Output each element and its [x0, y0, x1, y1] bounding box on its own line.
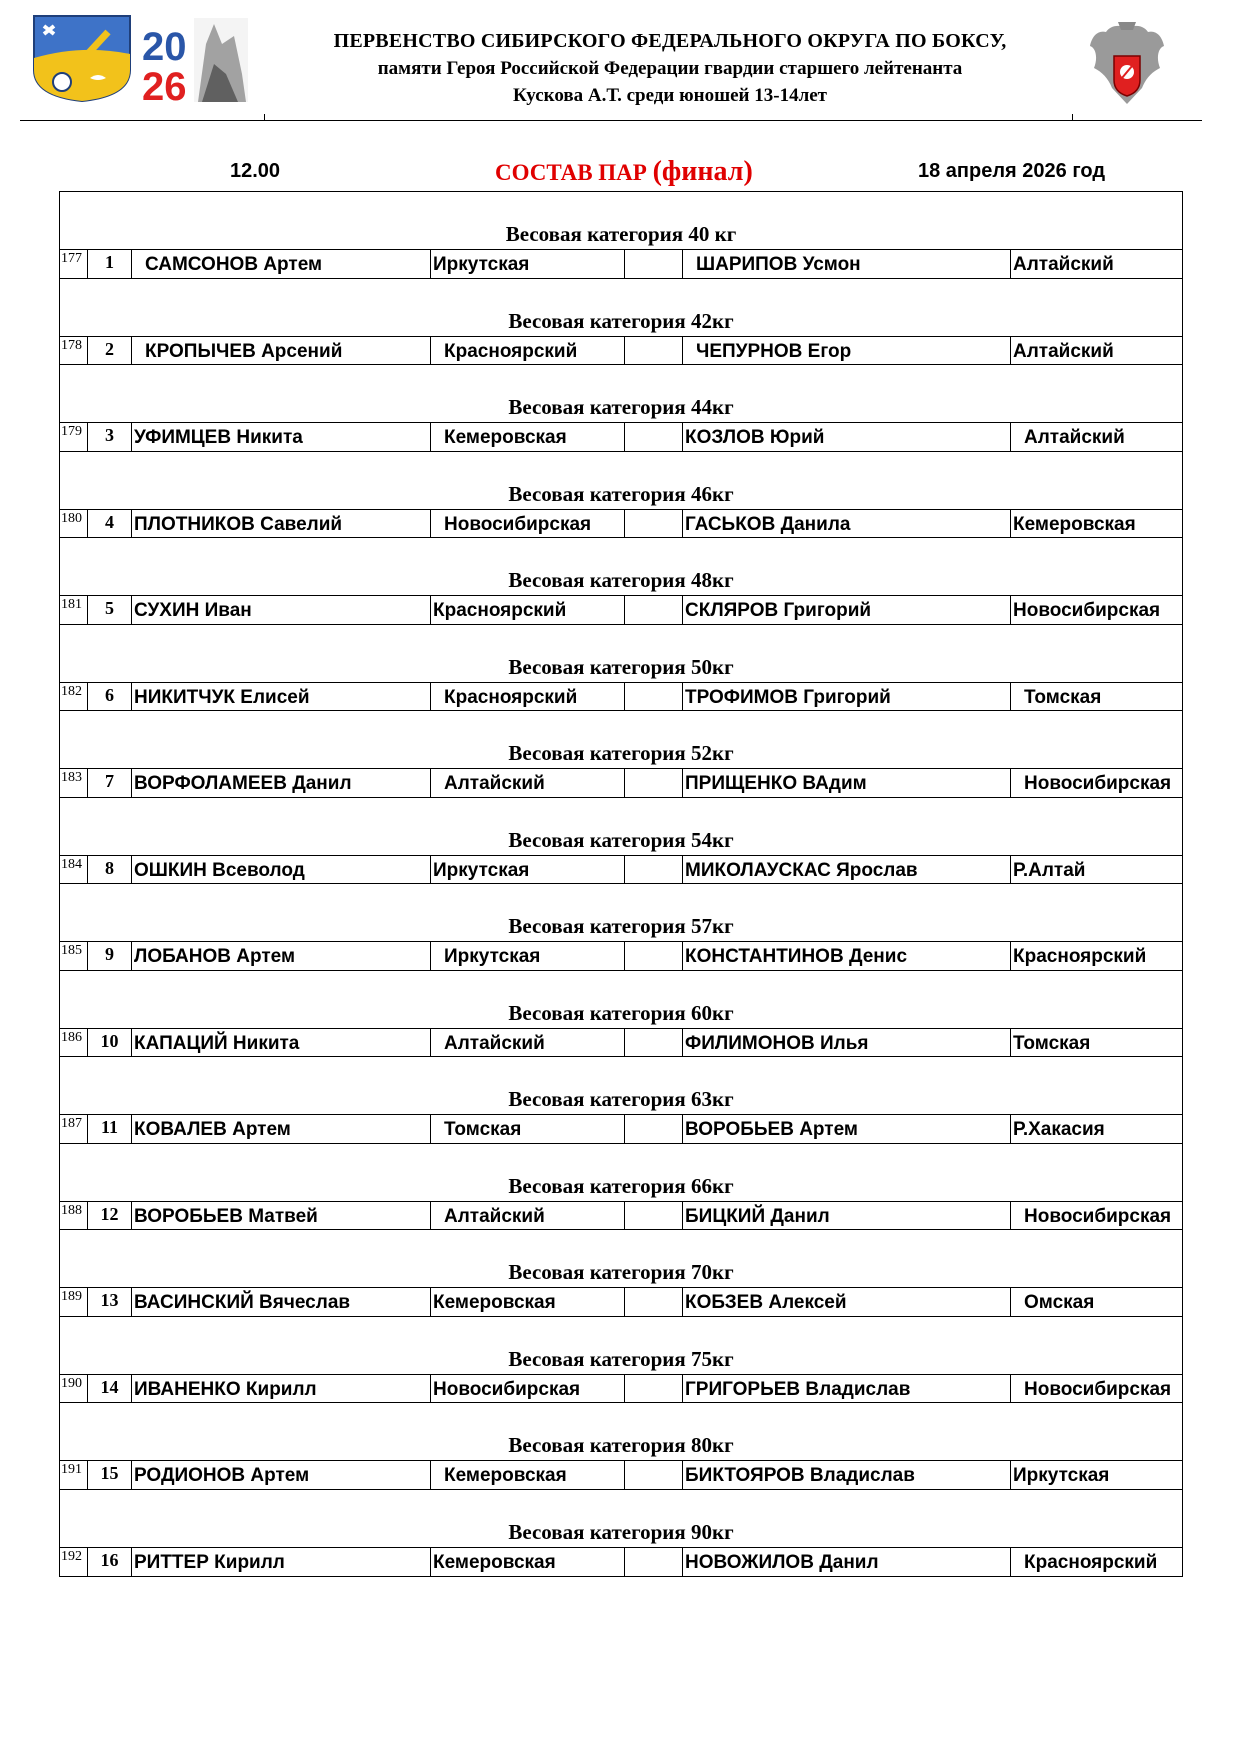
pair-number: 4 [88, 510, 132, 538]
bout-id: 192 [60, 1548, 88, 1577]
bout-id: 190 [60, 1375, 88, 1403]
pair-number: 11 [88, 1115, 132, 1143]
blue-corner-boxer: ТРОФИМОВ Григорий [683, 683, 1011, 711]
blue-corner-region: Омская [1024, 1292, 1095, 1313]
blue-corner-boxer: КОБЗЕВ Алексей [683, 1288, 1011, 1316]
separator-cell [625, 1115, 683, 1143]
title-line-2: памяти Героя Российской Федерации гвардии старшего лейтенанта [377, 58, 963, 79]
weight-category-header: Весовая категория 90кг [60, 1490, 1182, 1548]
separator-cell [625, 1029, 683, 1057]
header-divider [20, 120, 1202, 121]
blue-corner-region: Новосибирская [1013, 600, 1161, 621]
separator-cell [625, 1288, 683, 1316]
pair-number: 8 [88, 856, 132, 884]
federation-eagle-emblem-icon [1088, 18, 1166, 110]
weight-category-header: Весовая категория 70кг [60, 1230, 1182, 1288]
blue-corner-region: Томская [1024, 686, 1102, 708]
separator-cell [625, 337, 683, 365]
red-corner-boxer: НИКИТЧУК Елисей [132, 683, 431, 711]
red-corner-boxer: ВОРОБЬЕВ Матвей [132, 1202, 431, 1230]
weight-category-header: Весовая категория 66кг [60, 1144, 1182, 1202]
document-title-main: СОСТАВ ПАР [495, 160, 653, 185]
pair-row [60, 1548, 1182, 1577]
blue-corner-boxer: КОЗЛОВ Юрий [683, 423, 1011, 451]
red-corner-boxer: ОШКИН Всеволод [132, 856, 431, 884]
pair-row [60, 1461, 1182, 1490]
bout-id: 179 [60, 423, 88, 451]
blue-corner-region: Алтайский [1013, 340, 1114, 362]
event-2026-logo [142, 14, 252, 106]
separator-cell [625, 250, 683, 278]
red-corner-region: Красноярский [431, 337, 625, 365]
separator-cell [625, 942, 683, 970]
blue-corner-boxer: КОНСТАНТИНОВ Денис [683, 942, 1011, 970]
pair-row [60, 856, 1182, 885]
weight-category-header: Весовая категория 40 кг [60, 192, 1182, 250]
pair-number: 16 [88, 1548, 132, 1577]
red-corner-region: Томская [431, 1115, 625, 1143]
red-corner-region: Иркутская [431, 856, 625, 884]
document-title [495, 156, 753, 186]
red-corner-boxer: РИТТЕР Кирилл [132, 1548, 431, 1577]
bout-id: 189 [60, 1288, 88, 1316]
start-time: 12.00 [230, 160, 281, 182]
separator-cell [625, 856, 683, 884]
weight-category-header: Весовая категория 42кг [60, 279, 1182, 337]
red-corner-region: Алтайский [431, 1029, 625, 1057]
red-corner-region: Кемеровская [431, 1461, 625, 1489]
red-corner-region: Кемеровская [431, 423, 625, 451]
pair-number: 5 [88, 596, 132, 624]
blue-corner-region: Красноярский [1024, 1551, 1158, 1573]
blue-corner-boxer: ВОРОБЬЕВ Артем [683, 1115, 1011, 1143]
weight-category-header: Весовая категория 80кг [60, 1403, 1182, 1461]
pair-number: 7 [88, 769, 132, 797]
separator-cell [625, 769, 683, 797]
blue-corner-region: Р.Алтай [1013, 859, 1086, 881]
red-corner-boxer: СУХИН Иван [132, 596, 431, 624]
bout-id: 182 [60, 683, 88, 711]
blue-corner-boxer: МИКОЛАУСКАС Ярослав [683, 856, 1011, 884]
header-tick [1072, 114, 1073, 121]
separator-cell [625, 683, 683, 711]
red-corner-boxer: ЛОБАНОВ Артем [132, 942, 431, 970]
blue-corner-region: Новосибирская [1024, 773, 1172, 794]
blue-corner-region: Новосибирская [1024, 1378, 1172, 1400]
pair-number: 1 [88, 250, 132, 278]
pair-row [60, 683, 1182, 712]
logo-year-bottom: 26 [142, 65, 187, 106]
red-corner-boxer: САМСОНОВ Артем [132, 250, 431, 278]
separator-cell [625, 510, 683, 538]
red-corner-boxer: РОДИОНОВ Артем [132, 1461, 431, 1489]
blue-corner-region: Кемеровская [1013, 513, 1136, 535]
weight-category-header: Весовая категория 63кг [60, 1057, 1182, 1115]
pair-number: 6 [88, 683, 132, 711]
blue-corner-boxer: СКЛЯРОВ Григорий [683, 596, 1011, 624]
document-title-final: (финал) [652, 156, 753, 187]
bout-id: 188 [60, 1202, 88, 1230]
blue-corner-boxer: ГРИГОРЬЕВ Владислав [683, 1375, 1011, 1403]
blue-corner-region: Новосибирская [1024, 1205, 1172, 1227]
separator-cell [625, 1548, 683, 1577]
bout-id: 187 [60, 1115, 88, 1143]
bout-id: 183 [60, 769, 88, 797]
red-corner-region: Новосибирская [431, 1375, 625, 1403]
weight-category-header: Весовая категория 44кг [60, 365, 1182, 423]
red-corner-boxer: ВОРФОЛАМЕЕВ Данил [132, 769, 431, 797]
pair-row [60, 596, 1182, 625]
pair-row [60, 510, 1182, 539]
bout-id: 191 [60, 1461, 88, 1489]
pair-row [60, 337, 1182, 366]
blue-corner-boxer: БИЦКИЙ Данил [683, 1202, 1011, 1230]
bout-id: 180 [60, 510, 88, 538]
weight-category-header: Весовая категория 46кг [60, 452, 1182, 510]
city-coat-of-arms-icon [30, 14, 134, 102]
pair-number: 2 [88, 337, 132, 365]
pair-number: 9 [88, 942, 132, 970]
pair-row [60, 423, 1182, 452]
pair-row [60, 769, 1182, 798]
weight-category-header: Весовая категория 52кг [60, 711, 1182, 769]
weight-category-header: Весовая категория 48кг [60, 538, 1182, 596]
red-corner-boxer: КРОПЫЧЕВ Арсений [132, 337, 431, 365]
red-corner-region: Иркутская [431, 942, 625, 970]
bout-id: 181 [60, 596, 88, 624]
separator-cell [625, 1202, 683, 1230]
title-line-3: Кускова А.Т. среди юношей 13-14лет [512, 85, 827, 106]
red-corner-region: Алтайский [431, 1202, 625, 1230]
blue-corner-region: Иркутская [1013, 1465, 1110, 1486]
weight-category-header: Весовая категория 57кг [60, 884, 1182, 942]
separator-cell [625, 423, 683, 451]
blue-corner-boxer: ПРИЩЕНКО ВАдим [683, 769, 1011, 797]
page-header [0, 0, 1241, 125]
red-corner-region: Иркутская [431, 250, 625, 278]
title-line-1: ПЕРВЕНСТВО СИБИРСКОГО ФЕДЕРАЛЬНОГО ОКРУГА ПО БОКСУ, [333, 30, 1007, 52]
blue-corner-region: Томская [1013, 1032, 1091, 1054]
pair-row [60, 942, 1182, 971]
red-corner-boxer: ИВАНЕНКО Кирилл [132, 1375, 431, 1403]
separator-cell [625, 1375, 683, 1403]
blue-corner-region: Красноярский [1013, 946, 1147, 967]
bout-id: 186 [60, 1029, 88, 1057]
blue-corner-boxer: ЧЕПУРНОВ Егор [683, 337, 1011, 365]
red-corner-boxer: КАПАЦИЙ Никита [132, 1029, 431, 1057]
blue-corner-boxer: НОВОЖИЛОВ Данил [683, 1548, 1011, 1577]
logo-year-top: 20 [142, 25, 187, 69]
red-corner-region: Красноярский [431, 683, 625, 711]
blue-corner-region: Алтайский [1024, 427, 1125, 448]
pair-row [60, 1288, 1182, 1317]
pairs-table [59, 191, 1183, 1577]
pair-number: 14 [88, 1375, 132, 1403]
separator-cell [625, 1461, 683, 1489]
pair-number: 13 [88, 1288, 132, 1316]
red-corner-region: Новосибирская [431, 510, 625, 538]
weight-category-header: Весовая категория 50кг [60, 625, 1182, 683]
red-corner-region: Кемеровская [431, 1548, 625, 1577]
championship-title [260, 28, 1080, 109]
blue-corner-region: Алтайский [1013, 254, 1114, 275]
red-corner-boxer: УФИМЦЕВ Никита [132, 423, 431, 451]
red-corner-boxer: ПЛОТНИКОВ Савелий [132, 510, 431, 538]
bout-id: 184 [60, 856, 88, 884]
weight-category-header: Весовая категория 54кг [60, 798, 1182, 856]
pair-row [60, 1029, 1182, 1058]
blue-corner-region: Р.Хакасия [1013, 1119, 1105, 1140]
pair-number: 12 [88, 1202, 132, 1230]
bout-id: 177 [60, 250, 88, 278]
blue-corner-boxer: БИКТОЯРОВ Владислав [683, 1461, 1011, 1489]
blue-corner-boxer: ШАРИПОВ Усмон [683, 250, 1011, 278]
red-corner-boxer: КОВАЛЕВ Артем [132, 1115, 431, 1143]
pair-row [60, 1375, 1182, 1404]
pair-number: 3 [88, 423, 132, 451]
red-corner-region: Кемеровская [431, 1288, 625, 1316]
pair-row [60, 1115, 1182, 1144]
blue-corner-boxer: ГАСЬКОВ Данила [683, 510, 1011, 538]
red-corner-region: Красноярский [431, 596, 625, 624]
pair-row [60, 1202, 1182, 1231]
red-corner-boxer: ВАСИНСКИЙ Вячеслав [132, 1288, 431, 1316]
weight-category-header: Весовая категория 75кг [60, 1317, 1182, 1375]
bout-id: 185 [60, 942, 88, 970]
pair-row [60, 250, 1182, 279]
event-date: 18 апреля 2026 год [918, 160, 1106, 182]
weight-category-header: Весовая категория 60кг [60, 971, 1182, 1029]
pair-number: 10 [88, 1029, 132, 1057]
red-corner-region: Алтайский [431, 769, 625, 797]
bout-id: 178 [60, 337, 88, 365]
header-tick [264, 114, 265, 121]
pair-number: 15 [88, 1461, 132, 1489]
blue-corner-boxer: ФИЛИМОНОВ Илья [683, 1029, 1011, 1057]
separator-cell [625, 596, 683, 624]
